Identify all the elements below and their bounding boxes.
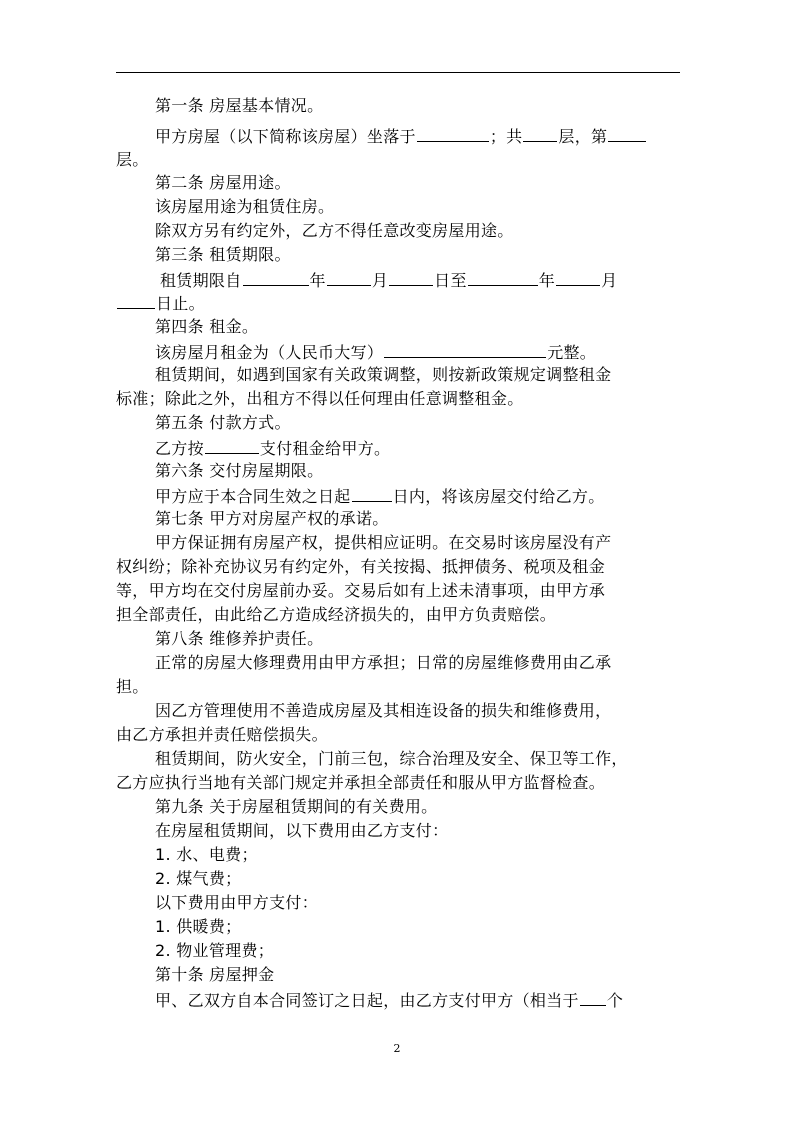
list-item: 1. 水、电费； [155, 845, 258, 864]
text-line: 甲方应于本合同生效之日起 日内，将该房屋交付给乙方。 [155, 484, 605, 506]
end-year-blank [468, 268, 538, 286]
article-8-heading: 第八条 维修养护责任。 [155, 629, 324, 648]
total-floors-blank [523, 124, 557, 142]
text-line: 租赁期间，如遇到国家有关政策调整，则按新政策规定调整租金 [155, 365, 612, 384]
article-6-heading: 第六条 交付房屋期限。 [155, 461, 324, 480]
text-line: 层。 [116, 150, 149, 169]
article-4-heading: 第四条 租金。 [155, 317, 259, 336]
article-1-heading: 第一条 房屋基本情况。 [155, 96, 324, 115]
text-line: 乙方按 支付租金给甲方。 [155, 436, 390, 458]
list-item: 1. 供暖费； [155, 917, 242, 936]
article-10-heading: 第十条 房屋押金 [155, 965, 275, 984]
text-line: 权纠纷；除补充协议另有约定外，有关按揭、抵押债务、税项及租金 [116, 557, 606, 576]
text-line: 因乙方管理使用不善造成房屋及其相连设备的损失和维修费用， [155, 701, 612, 720]
article-3-heading: 第三条 租赁期限。 [155, 245, 291, 264]
text-line: 乙方应执行当地有关部门规定并承担全部责任和服从甲方监督检查。 [116, 773, 606, 792]
text-line: 除双方另有约定外，乙方不得任意改变房屋用途。 [155, 221, 514, 240]
list-item: 2. 物业管理费； [155, 941, 275, 960]
text-line: 以下费用由甲方支付： [155, 893, 319, 912]
payment-method-blank [205, 436, 259, 454]
rent-amount-blank [384, 340, 546, 358]
start-month-blank [327, 268, 371, 286]
end-day-blank [117, 291, 155, 309]
article-7-heading: 第七条 甲方对房屋产权的承诺。 [155, 509, 389, 528]
text-line: 日止。 [116, 291, 205, 313]
location-blank [417, 124, 489, 142]
text-line: 租赁期间，防火安全，门前三包，综合治理及安全、保卫等工作， [155, 749, 628, 768]
text-line: 甲方保证拥有房屋产权，提供相应证明。在交易时该房屋没有产 [155, 533, 612, 552]
text-line: 租赁期限自 年 月 日至 年 月 [160, 268, 617, 290]
list-item: 2. 煤气费； [155, 869, 242, 888]
text-line: 甲、乙双方自本合同签订之日起，由乙方支付甲方（相当于 个 [155, 988, 623, 1010]
text-line: 在房屋租赁期间，以下费用由乙方支付： [155, 821, 449, 840]
page-number: 2 [393, 1042, 401, 1055]
article-5-heading: 第五条 付款方式。 [155, 413, 291, 432]
text-line: 等，甲方均在交付房屋前办妥。交易后如有上述未清事项，由甲方承 [116, 581, 606, 600]
text-line: 该房屋用途为租赁住房。 [155, 197, 335, 216]
header-rule [116, 72, 680, 73]
start-day-blank [389, 268, 433, 286]
text-line: 甲方房屋（以下简称该房屋）坐落于 ；共 层，第 [155, 124, 647, 146]
deposit-months-blank [580, 988, 606, 1006]
text-line: 标准；除此之外，出租方不得以任何理由任意调整租金。 [116, 389, 524, 408]
text-line: 正常的房屋大修理费用由甲方承担；日常的房屋维修费用由乙承 [155, 653, 612, 672]
start-year-blank [243, 268, 309, 286]
article-9-heading: 第九条 关于房屋租赁期间的有关费用。 [155, 797, 438, 816]
delivery-days-blank [352, 484, 392, 502]
text-line: 担。 [116, 677, 149, 696]
end-month-blank [556, 268, 600, 286]
article-2-heading: 第二条 房屋用途。 [155, 173, 291, 192]
text-line: 担全部责任，由此给乙方造成经济损失的，由甲方负责赔偿。 [116, 605, 557, 624]
floor-blank [608, 124, 646, 142]
text-line: 由乙方承担并责任赔偿损失。 [116, 725, 328, 744]
text-line: 该房屋月租金为（人民币大写） 元整。 [155, 340, 596, 362]
